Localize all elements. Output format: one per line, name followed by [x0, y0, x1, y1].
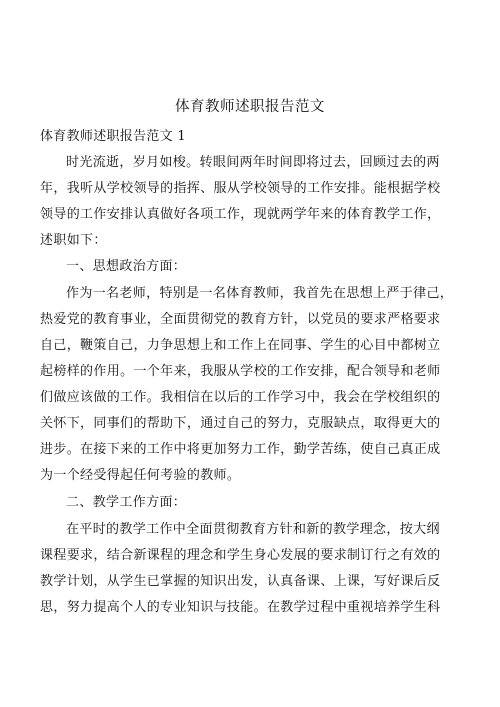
paragraph-line: 起榜样的作用。一个年来，我服从学校的工作安排，配合领导和老师 [40, 364, 441, 379]
paragraph-line: 教学计划，从学生已掌握的知识出发，认真备课、上课，写好课后反 [40, 574, 441, 589]
paragraph-line: 在平时的教学工作中全面贯彻教育方针和新的教学理念，按大纲 [66, 522, 440, 537]
paragraph-line: 自己，鞭策自己，力争思想上和工作上在同事、学生的心目中都树立 [40, 338, 441, 353]
paragraph-line: 们做应该做的工作。我相信在以后的工作学习中，我会在学校组织的 [40, 390, 441, 405]
document-title: 体育教师述职报告范文 [175, 99, 325, 115]
paragraph-line: 思，努力提高个人的专业知识与技能。在教学过程中重视培养学生科 [40, 600, 441, 615]
paragraph-line: 领导的工作安排认真做好各项工作，现就两学年来的体育教学工作， [40, 207, 441, 222]
paragraph-line: 课程要求，结合新课程的理念和学生身心发展的要求制订行之有效的 [40, 548, 441, 563]
paragraph-line: 述职如下： [40, 233, 107, 248]
section-heading: 一、思想政治方面： [66, 259, 187, 274]
section-heading: 二、教学工作方面： [66, 495, 187, 510]
paragraph-line: 年，我听从学校领导的指挥、服从学校领导的工作安排。能根据学校 [40, 181, 441, 196]
document-subtitle: 体育教师述职报告范文 1 [40, 129, 187, 144]
paragraph-line: 时光流逝，岁月如梭。转眼间两年时间即将过去，回顾过去的两 [66, 155, 440, 170]
paragraph-line: 热爱党的教育事业，全面贯彻党的教育方针，以党员的要求严格要求 [40, 312, 441, 327]
paragraph-line: 作为一名老师，特别是一名体育教师，我首先在思想上严于律己， [66, 286, 454, 301]
paragraph-line: 为一个经受得起任何考验的教师。 [40, 468, 241, 483]
paragraph-line: 进步。在接下来的工作中将更加努力工作，勤学苦练，使自己真正成 [40, 442, 441, 457]
paragraph-line: 关怀下，同事们的帮助下，通过自己的努力，克服缺点，取得更大的 [40, 416, 441, 431]
